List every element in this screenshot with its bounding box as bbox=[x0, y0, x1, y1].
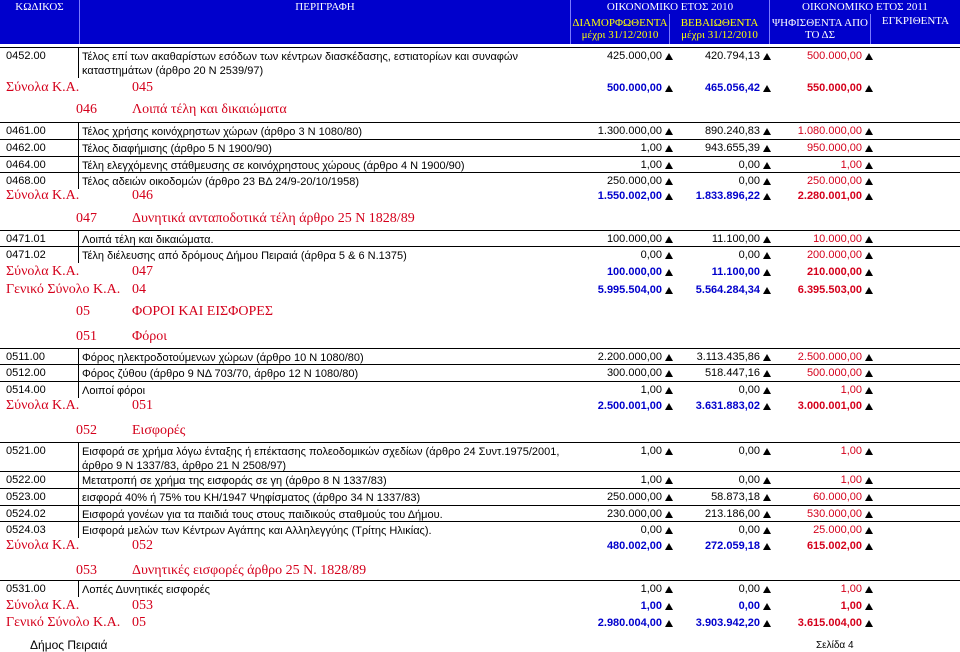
section-code: 047 bbox=[76, 211, 97, 226]
value-certified: 3.113.435,86 bbox=[696, 351, 760, 363]
subtotal-certified: 11.100,00 bbox=[711, 266, 760, 278]
value-formed: 1,00 bbox=[640, 384, 662, 396]
table-row bbox=[0, 488, 960, 505]
triangle-icon bbox=[865, 620, 873, 627]
value-formed: 1,00 bbox=[640, 159, 662, 171]
triangle-icon bbox=[763, 527, 771, 534]
header-formed: ΔΙΑΜΟΡΦΩΘΕΝΤΑ μέχρι 31/12/2010 bbox=[572, 17, 668, 41]
section-code: 052 bbox=[76, 423, 97, 438]
triangle-icon bbox=[865, 477, 873, 484]
value-formed: 425.000,00 bbox=[606, 50, 662, 62]
subtotal-voted: 3.000.001,00 bbox=[797, 400, 862, 412]
row-code: 0523.00 bbox=[6, 491, 46, 503]
section-code: 046 bbox=[76, 102, 97, 117]
subtotal-label: Γενικό Σύνολο Κ.Α. bbox=[6, 282, 121, 297]
header-fiscal-2011: ΟΙΚΟΝΟΜΙΚΟ ΕΤΟΣ 2011 bbox=[802, 1, 928, 13]
section-heading bbox=[0, 559, 960, 581]
subtotal-label: Σύνολα Κ.Α. bbox=[6, 538, 80, 553]
triangle-icon bbox=[865, 162, 873, 169]
header-voted: ΨΗΦΙΣΘΕΝΤΑ ΑΠΟ ΤΟ ΔΣ bbox=[772, 17, 868, 41]
triangle-icon bbox=[665, 193, 673, 200]
triangle-icon bbox=[865, 586, 873, 593]
table-row bbox=[0, 471, 960, 488]
triangle-icon bbox=[665, 543, 673, 550]
triangle-icon bbox=[763, 145, 771, 152]
triangle-icon bbox=[763, 387, 771, 394]
table-row bbox=[0, 172, 960, 189]
value-voted: 2.500.000,00 bbox=[797, 351, 862, 363]
triangle-icon bbox=[665, 477, 673, 484]
subtotal-formed: 480.002,00 bbox=[606, 540, 662, 552]
triangle-icon bbox=[865, 252, 873, 259]
value-voted: 25.000,00 bbox=[813, 524, 862, 536]
subtotal-code: 045 bbox=[132, 80, 153, 95]
footer-municipality: Δήμος Πειραιά bbox=[30, 638, 108, 652]
triangle-icon bbox=[665, 269, 673, 276]
triangle-icon bbox=[865, 53, 873, 60]
section-code: 051 bbox=[76, 329, 97, 344]
value-voted: 1,00 bbox=[840, 583, 862, 595]
value-formed: 1,00 bbox=[640, 583, 662, 595]
subtotal-certified: 3.903.942,20 bbox=[695, 617, 760, 629]
triangle-icon bbox=[763, 603, 771, 610]
subtotal-code: 04 bbox=[132, 282, 146, 297]
header-approved: ΕΓΚΡΙΘΕΝΤΑ bbox=[881, 15, 950, 27]
row-description: Λοπές Δυνητικές εισφορές bbox=[82, 584, 210, 596]
row-description: Λοιποί φόροι bbox=[82, 385, 146, 397]
triangle-icon bbox=[665, 85, 673, 92]
triangle-icon bbox=[665, 586, 673, 593]
subtotal-row bbox=[0, 398, 960, 416]
triangle-icon bbox=[763, 252, 771, 259]
subtotal-formed: 2.980.004,00 bbox=[597, 617, 662, 629]
value-certified: 0,00 bbox=[738, 583, 760, 595]
value-formed: 0,00 bbox=[640, 249, 662, 261]
section-heading bbox=[0, 98, 960, 120]
section-heading bbox=[0, 300, 960, 322]
header-code: ΚΩΔΙΚΟΣ bbox=[15, 1, 64, 13]
section-heading bbox=[0, 325, 960, 347]
row-code: 0511.00 bbox=[6, 351, 45, 363]
subtotal-voted: 550.000,00 bbox=[806, 82, 862, 94]
triangle-icon bbox=[763, 193, 771, 200]
value-certified: 11.100,00 bbox=[711, 233, 760, 245]
section-heading bbox=[0, 419, 960, 441]
triangle-icon bbox=[763, 236, 771, 243]
triangle-icon bbox=[763, 287, 771, 294]
header-row-sub bbox=[0, 14, 960, 44]
triangle-icon bbox=[665, 403, 673, 410]
row-code: 0468.00 bbox=[6, 175, 46, 187]
triangle-icon bbox=[763, 586, 771, 593]
triangle-icon bbox=[763, 448, 771, 455]
subtotal-voted: 6.395.503,00 bbox=[797, 284, 862, 296]
row-code: 0531.00 bbox=[6, 583, 46, 595]
section-heading bbox=[0, 207, 960, 229]
value-voted: 500.000,00 bbox=[806, 367, 862, 379]
row-code: 0461.00 bbox=[6, 125, 46, 137]
subtotal-row bbox=[0, 282, 960, 300]
section-title: Εισφορές bbox=[132, 423, 186, 438]
triangle-icon bbox=[865, 178, 873, 185]
header-certified: ΒΕΒΑΙΩΘΕΝΤΑ μέχρι 31/12/2010 bbox=[680, 17, 759, 41]
value-formed: 1,00 bbox=[640, 142, 662, 154]
triangle-icon bbox=[865, 494, 873, 501]
subtotal-code: 05 bbox=[132, 615, 146, 630]
triangle-icon bbox=[763, 354, 771, 361]
triangle-icon bbox=[865, 527, 873, 534]
section-title: Δυνητικά ανταποδοτικά τέλη άρθρο 25 Ν 1828/89 bbox=[132, 211, 415, 226]
triangle-icon bbox=[665, 354, 673, 361]
triangle-icon bbox=[665, 494, 673, 501]
value-certified: 420.794,13 bbox=[704, 50, 760, 62]
table-row bbox=[0, 156, 960, 173]
subtotal-row bbox=[0, 264, 960, 282]
table-row bbox=[0, 364, 960, 381]
footer-page-number: Σελίδα 4 bbox=[816, 640, 854, 651]
value-formed: 100.000,00 bbox=[606, 233, 662, 245]
value-formed: 0,00 bbox=[640, 524, 662, 536]
value-voted: 200.000,00 bbox=[806, 249, 862, 261]
triangle-icon bbox=[763, 511, 771, 518]
value-voted: 10.000,00 bbox=[813, 233, 862, 245]
subtotal-certified: 3.631.883,02 bbox=[695, 400, 760, 412]
row-code: 0524.02 bbox=[6, 508, 46, 520]
triangle-icon bbox=[665, 448, 673, 455]
subtotal-row bbox=[0, 598, 960, 616]
triangle-icon bbox=[665, 145, 673, 152]
row-code: 0471.01 bbox=[6, 233, 46, 245]
row-description: Τέλος επί των ακαθαρίστων εσόδων των κέντρων διασκέδασης, εστιατορίων και συναφών καταστημάτων (άρθρο 20 Ν 2539/97) bbox=[82, 51, 519, 77]
row-description: Λοιπά τέλη και δικαιώματα. bbox=[82, 234, 214, 246]
value-formed: 2.200.000,00 bbox=[597, 351, 662, 363]
subtotal-certified: 1.833.896,22 bbox=[695, 190, 760, 202]
row-description: Φόρος ζύθου (άρθρο 9 ΝΔ 703/70, άρθρο 12 Ν 1080/80) bbox=[82, 368, 359, 380]
subtotal-label: Σύνολα Κ.Α. bbox=[6, 188, 80, 203]
triangle-icon bbox=[865, 236, 873, 243]
triangle-icon bbox=[865, 403, 873, 410]
row-description: εισφορά 40% ή 75% του ΚΗ/1947 Ψηφίσματος (άρθρο 34 Ν 1337/83) bbox=[82, 492, 421, 504]
subtotal-row bbox=[0, 615, 960, 633]
row-code: 0522.00 bbox=[6, 474, 46, 486]
triangle-icon bbox=[665, 252, 673, 259]
value-formed: 1,00 bbox=[640, 445, 662, 457]
section-title: Φόροι bbox=[132, 329, 167, 344]
table-row bbox=[0, 580, 960, 597]
triangle-icon bbox=[665, 370, 673, 377]
subtotal-formed: 1,00 bbox=[640, 600, 662, 612]
triangle-icon bbox=[865, 387, 873, 394]
value-voted: 1.080.000,00 bbox=[797, 125, 862, 137]
triangle-icon bbox=[665, 128, 673, 135]
row-code: 0462.00 bbox=[6, 142, 46, 154]
value-certified: 0,00 bbox=[738, 384, 760, 396]
subtotal-voted: 2.280.001,00 bbox=[797, 190, 862, 202]
triangle-icon bbox=[865, 543, 873, 550]
subtotal-voted: 1,00 bbox=[840, 600, 862, 612]
triangle-icon bbox=[665, 527, 673, 534]
triangle-icon bbox=[763, 370, 771, 377]
header-row-top bbox=[0, 0, 960, 14]
value-formed: 300.000,00 bbox=[606, 367, 662, 379]
value-certified: 0,00 bbox=[738, 524, 760, 536]
triangle-icon bbox=[763, 403, 771, 410]
subtotal-code: 052 bbox=[132, 538, 153, 553]
section-title: ΦΟΡΟΙ ΚΑΙ ΕΙΣΦΟΡΕΣ bbox=[132, 304, 273, 319]
subtotal-code: 046 bbox=[132, 188, 153, 203]
value-certified: 890.240,83 bbox=[704, 125, 760, 137]
section-code: 05 bbox=[76, 304, 90, 319]
table-row bbox=[0, 442, 960, 473]
value-voted: 950.000,00 bbox=[806, 142, 862, 154]
triangle-icon bbox=[665, 178, 673, 185]
row-code: 0524.03 bbox=[6, 524, 46, 536]
row-description: Τέλη διέλευσης από δρόμους Δήμου Πειραιά (άρθρα 5 & 6 Ν.1375) bbox=[82, 250, 407, 262]
triangle-icon bbox=[865, 85, 873, 92]
row-description: Τέλος αδειών οικοδομών (άρθρο 23 ΒΔ 24/9-20/10/1958) bbox=[82, 176, 360, 188]
triangle-icon bbox=[665, 162, 673, 169]
value-certified: 518.447,16 bbox=[704, 367, 760, 379]
section-title: Λοιπά τέλη και δικαιώματα bbox=[132, 102, 287, 117]
row-code: 0514.00 bbox=[6, 384, 46, 396]
triangle-icon bbox=[763, 128, 771, 135]
subtotal-label: Σύνολα Κ.Α. bbox=[6, 264, 80, 279]
subtotal-voted: 210.000,00 bbox=[806, 266, 862, 278]
value-voted: 530.000,00 bbox=[806, 508, 862, 520]
table-row bbox=[0, 246, 960, 263]
triangle-icon bbox=[865, 354, 873, 361]
section-title: Δυνητικές εισφορές άρθρο 25 Ν. 1828/89 bbox=[132, 563, 367, 578]
triangle-icon bbox=[763, 53, 771, 60]
value-voted: 1,00 bbox=[840, 384, 862, 396]
table-row bbox=[0, 139, 960, 156]
subtotal-formed: 2.500.001,00 bbox=[597, 400, 662, 412]
subtotal-code: 053 bbox=[132, 598, 153, 613]
subtotal-certified: 0,00 bbox=[738, 600, 760, 612]
subtotal-label: Σύνολα Κ.Α. bbox=[6, 398, 80, 413]
table-row bbox=[0, 230, 960, 247]
value-formed: 1,00 bbox=[640, 474, 662, 486]
subtotal-label: Γενικό Σύνολο Κ.Α. bbox=[6, 615, 121, 630]
triangle-icon bbox=[865, 511, 873, 518]
value-certified: 943.655,39 bbox=[704, 142, 760, 154]
value-voted: 60.000,00 bbox=[813, 491, 862, 503]
section-code: 053 bbox=[76, 563, 97, 578]
triangle-icon bbox=[865, 269, 873, 276]
triangle-icon bbox=[665, 236, 673, 243]
subtotal-row bbox=[0, 538, 960, 556]
triangle-icon bbox=[865, 448, 873, 455]
row-code: 0512.00 bbox=[6, 367, 46, 379]
row-code: 0521.00 bbox=[6, 445, 46, 457]
row-description: Τέλος χρήσης κοινόχρηστων χώρων (άρθρο 3 Ν 1080/80) bbox=[82, 126, 363, 138]
header-fiscal-2010: ΟΙΚΟΝΟΜΙΚΟ ΕΤΟΣ 2010 bbox=[606, 1, 734, 13]
triangle-icon bbox=[865, 603, 873, 610]
triangle-icon bbox=[865, 193, 873, 200]
value-formed: 250.000,00 bbox=[606, 491, 662, 503]
triangle-icon bbox=[665, 511, 673, 518]
value-voted: 500.000,00 bbox=[806, 50, 862, 62]
table-row bbox=[0, 521, 960, 538]
row-description: Μετατροπή σε χρήμα της εισφοράς σε γη (άρθρο 8 Ν 1337/83) bbox=[82, 475, 387, 487]
triangle-icon bbox=[865, 145, 873, 152]
triangle-icon bbox=[763, 543, 771, 550]
value-formed: 1.300.000,00 bbox=[597, 125, 662, 137]
triangle-icon bbox=[763, 620, 771, 627]
row-code: 0464.00 bbox=[6, 159, 46, 171]
subtotal-formed: 500.000,00 bbox=[606, 82, 662, 94]
subtotal-code: 051 bbox=[132, 398, 153, 413]
value-voted: 1,00 bbox=[840, 159, 862, 171]
subtotal-label: Σύνολα Κ.Α. bbox=[6, 80, 80, 95]
table-row bbox=[0, 122, 960, 139]
triangle-icon bbox=[665, 603, 673, 610]
triangle-icon bbox=[763, 477, 771, 484]
subtotal-formed: 100.000,00 bbox=[606, 266, 662, 278]
triangle-icon bbox=[665, 387, 673, 394]
row-description: Εισφορά μελών των Κέντρων Αγάπης και Αλληλεγγύης (Τρίτης Ηλικίας). bbox=[82, 525, 432, 537]
value-certified: 0,00 bbox=[738, 249, 760, 261]
table-row bbox=[0, 381, 960, 398]
triangle-icon bbox=[665, 287, 673, 294]
triangle-icon bbox=[763, 494, 771, 501]
triangle-icon bbox=[763, 269, 771, 276]
triangle-icon bbox=[865, 128, 873, 135]
table-header bbox=[0, 0, 960, 44]
row-description: Εισφορά γονέων για τα παιδιά τους στους παιδικούς σταθμούς του Δήμου. bbox=[82, 509, 443, 521]
row-description: Τέλος διαφήμισης (άρθρο 5 Ν 1900/90) bbox=[82, 143, 272, 155]
triangle-icon bbox=[665, 53, 673, 60]
value-certified: 0,00 bbox=[738, 159, 760, 171]
subtotal-formed: 5.995.504,00 bbox=[597, 284, 662, 296]
value-voted: 1,00 bbox=[840, 445, 862, 457]
subtotal-formed: 1.550.002,00 bbox=[597, 190, 662, 202]
subtotal-certified: 5.564.284,34 bbox=[695, 284, 760, 296]
triangle-icon bbox=[665, 620, 673, 627]
value-certified: 0,00 bbox=[738, 445, 760, 457]
table-row bbox=[0, 47, 960, 78]
triangle-icon bbox=[865, 287, 873, 294]
table-row bbox=[0, 348, 960, 365]
subtotal-voted: 615.002,00 bbox=[806, 540, 862, 552]
value-certified: 0,00 bbox=[738, 175, 760, 187]
row-description: Φόρος ηλεκτροδοτούμενων χώρων (άρθρο 10 Ν 1080/80) bbox=[82, 352, 364, 364]
row-description: Τέλη ελεγχόμενης στάθμευσης σε κοινόχρηστους χώρους (άρθρο 4 Ν 1900/90) bbox=[82, 160, 465, 172]
subtotal-certified: 272.059,18 bbox=[704, 540, 760, 552]
row-code: 0471.02 bbox=[6, 249, 46, 261]
subtotal-row bbox=[0, 80, 960, 98]
triangle-icon bbox=[865, 370, 873, 377]
value-certified: 58.873,18 bbox=[711, 491, 760, 503]
subtotal-label: Σύνολα Κ.Α. bbox=[6, 598, 80, 613]
subtotal-certified: 465.056,42 bbox=[704, 82, 760, 94]
triangle-icon bbox=[763, 162, 771, 169]
value-formed: 250.000,00 bbox=[606, 175, 662, 187]
value-voted: 1,00 bbox=[840, 474, 862, 486]
triangle-icon bbox=[763, 85, 771, 92]
value-certified: 213.186,00 bbox=[704, 508, 760, 520]
value-voted: 250.000,00 bbox=[806, 175, 862, 187]
subtotal-code: 047 bbox=[132, 264, 153, 279]
table-row bbox=[0, 505, 960, 522]
row-description: Εισφορά σε χρήμα λόγω ένταξης ή επέκτασης πολεοδομικών σχεδίων (άρθρο 24 Συντ.1975/2001, άρθρο 9 Ν 1337/83, άρθρο 21 Ν 2508/97) bbox=[82, 446, 560, 472]
value-certified: 0,00 bbox=[738, 474, 760, 486]
row-code: 0452.00 bbox=[6, 50, 46, 62]
value-formed: 230.000,00 bbox=[606, 508, 662, 520]
subtotal-voted: 3.615.004,00 bbox=[797, 617, 862, 629]
subtotal-row bbox=[0, 188, 960, 206]
header-description: ΠΕΡΙΓΡΑΦΗ bbox=[295, 1, 355, 13]
triangle-icon bbox=[763, 178, 771, 185]
